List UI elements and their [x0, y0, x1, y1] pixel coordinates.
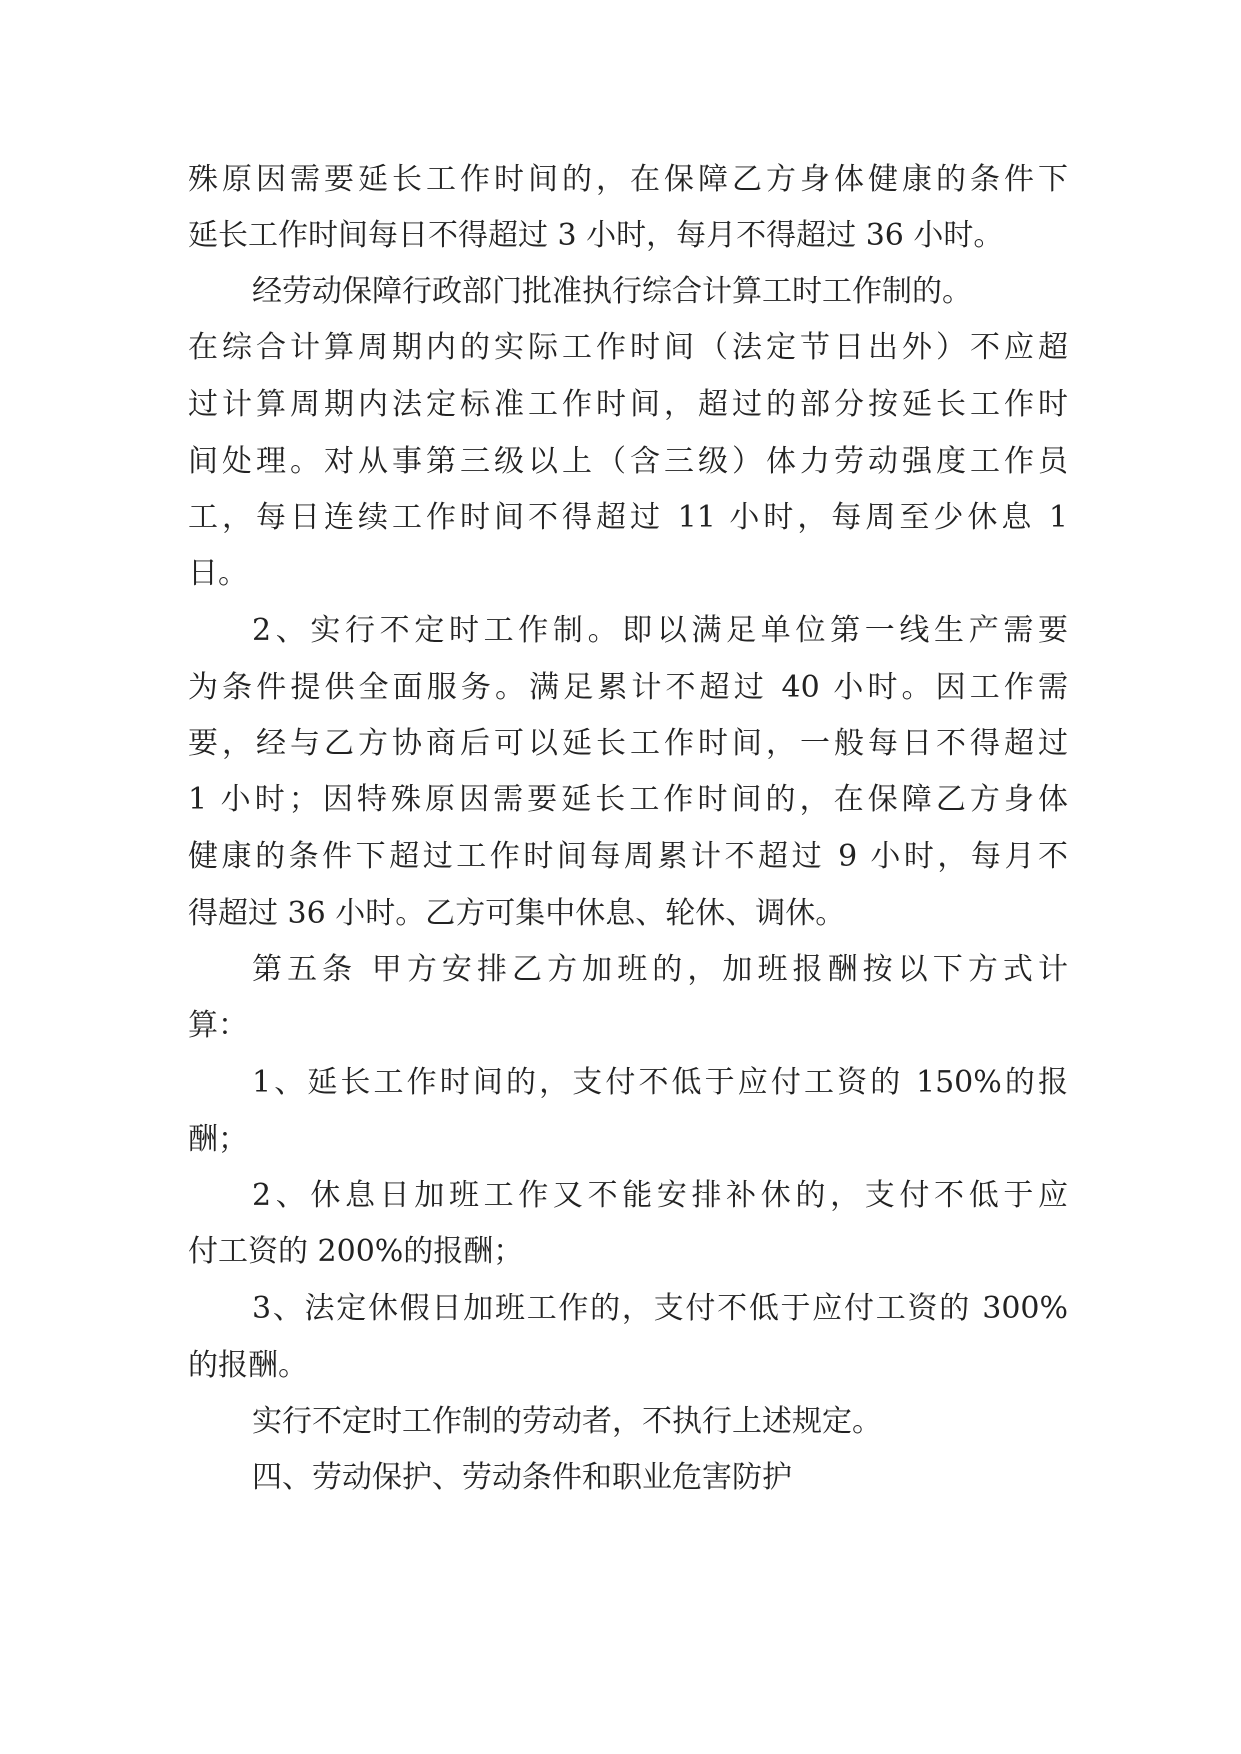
- text-line: 1、延长工作时间的，支付不低于应付工资的 150%的报: [252, 1065, 1068, 1100]
- text-line: 的报酬。: [188, 1348, 308, 1383]
- text-line: 算：: [188, 1008, 248, 1043]
- text-line: 2、实行不定时工作制。即以满足单位第一线生产需要: [252, 613, 1068, 648]
- section-heading: 四、劳动保护、劳动条件和职业危害防护: [252, 1460, 792, 1495]
- text-line: 日。: [188, 556, 248, 591]
- text-line: 在综合计算周期内的实际工作时间（法定节日出外）不应超: [188, 330, 1068, 365]
- text-line: 付工资的 200%的报酬；: [188, 1234, 524, 1269]
- text-line: 殊原因需要延长工作时间的，在保障乙方身体健康的条件下: [188, 162, 1068, 197]
- text-line: 要，经与乙方协商后可以延长工作时间，一般每日不得超过: [188, 726, 1068, 761]
- text-line: 延长工作时间每日不得超过 3 小时，每月不得超过 36 小时。: [188, 218, 1004, 253]
- text-line: 经劳动保障行政部门批准执行综合计算工时工作制的。: [252, 274, 972, 309]
- text-line: 第五条 甲方安排乙方加班的，加班报酬按以下方式计: [252, 952, 1068, 987]
- text-line: 间处理。对从事第三级以上（含三级）体力劳动强度工作员: [188, 444, 1068, 479]
- text-line: 工，每日连续工作时间不得超过 11 小时，每周至少休息 1: [188, 500, 1068, 535]
- text-line: 2、休息日加班工作又不能安排补休的，支付不低于应: [252, 1178, 1068, 1213]
- text-line: 得超过 36 小时。乙方可集中休息、轮休、调休。: [188, 896, 846, 931]
- text-line: 酬；: [188, 1122, 248, 1157]
- text-line: 实行不定时工作制的劳动者，不执行上述规定。: [252, 1404, 882, 1439]
- text-line: 为条件提供全面服务。满足累计不超过 40 小时。因工作需: [188, 670, 1068, 705]
- text-line: 1 小时；因特殊原因需要延长工作时间的，在保障乙方身体: [188, 782, 1068, 817]
- text-line: 过计算周期内法定标准工作时间，超过的部分按延长工作时: [188, 387, 1068, 422]
- text-line: 健康的条件下超过工作时间每周累计不超过 9 小时，每月不: [188, 839, 1068, 874]
- text-line: 3、法定休假日加班工作的，支付不低于应付工资的 300%: [252, 1291, 1068, 1326]
